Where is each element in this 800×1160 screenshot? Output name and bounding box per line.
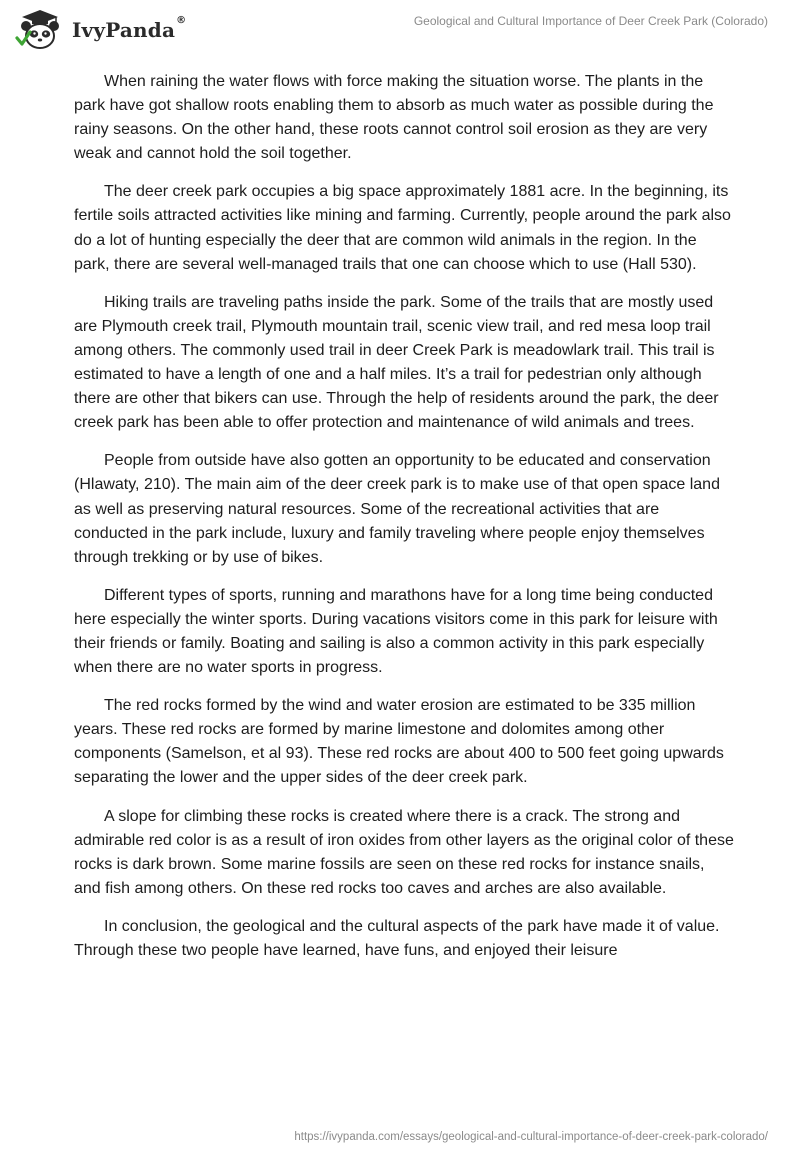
panda-graduate-icon xyxy=(14,8,66,52)
paragraph: The red rocks formed by the wind and water erosion are estimated to be 335 million years. These red rocks are formed by marine limestone and dolomites among other components (Samelson, et al 93). These red rocks are about 400 to 500 feet going upwards separating the lower and the upper sides of the deer creek park. xyxy=(74,697,724,787)
source-url-link[interactable]: https://ivypanda.com/essays/geological-and-cultural-importance-of-deer-creek-park-colorado/ xyxy=(294,1131,768,1143)
document-title: Geological and Cultural Importance of Deer Creek Park (Colorado) xyxy=(413,14,768,28)
brand-logo[interactable] xyxy=(14,8,186,52)
paragraph: People from outside have also gotten an opportunity to be educated and conservation (Hlawaty, 210). The main aim of the deer creek park is to make use of that open space land as well as preserving natural resources. Some of the recreational activities that are conducted in the park include, luxury and family traveling where people enjoy themselves through trekking or by use of bikes. xyxy=(74,452,720,566)
paragraph: The deer creek park occupies a big space approximately 1881 acre. In the beginning, its fertile soils attracted activities like mining and farming. Currently, people around the park also do a lot of hunting especially the deer that are common wild animals in the region. In the park, there are several well-managed trails that one can choose which to use (Hall 530). xyxy=(74,183,731,273)
essay-body xyxy=(74,70,734,977)
brand-name xyxy=(72,15,187,42)
paragraph: When raining the water flows with force making the situation worse. The plants in the park have got shallow roots enabling them to absorb as much water as possible during the rainy seasons. On the other hand, these roots cannot control soil erosion as they are very weak and cannot hold the soil together. xyxy=(74,73,714,163)
paragraph: In conclusion, the geological and the cultural aspects of the park have made it of value. Through these two people have learned, have funs, and enjoyed their leisure xyxy=(74,917,720,959)
paragraph: Different types of sports, running and marathons have for a long time being conducted here especially the winter sports. During vacations visitors come in this park for leisure with their friends or family. Boating and sailing is also a common activity in this park especially when there are no water sports in progress. xyxy=(74,586,718,677)
paragraph: A slope for climbing these rocks is created where there is a crack. The strong and admirable red color is as a result of iron oxides from other layers as the original color of these rocks is dark brown. Some marine fossils are seen on these red rocks for instance snails, and fish among others. On these red rocks too caves and arches are also available. xyxy=(74,807,734,897)
paragraph: Hiking trails are traveling paths inside the park. Some of the trails that are mostly used are Plymouth creek trail, Plymouth mountain trail, scenic view trail, and red mesa loop trail among others. The commonly used trail in deer Creek Park is meadowlark trail. This trail is estimated to have a length of one and a half miles. It’s a trail for pedestrian only although there are other that bikers can use. Through the help of residents around the park, the deer creek park has been able to offer protection and maintenance of wild animals and trees. xyxy=(74,293,719,432)
page-header xyxy=(0,0,800,60)
registered-mark: ® xyxy=(176,15,187,26)
brand-name-text: IvyPanda xyxy=(72,18,176,42)
